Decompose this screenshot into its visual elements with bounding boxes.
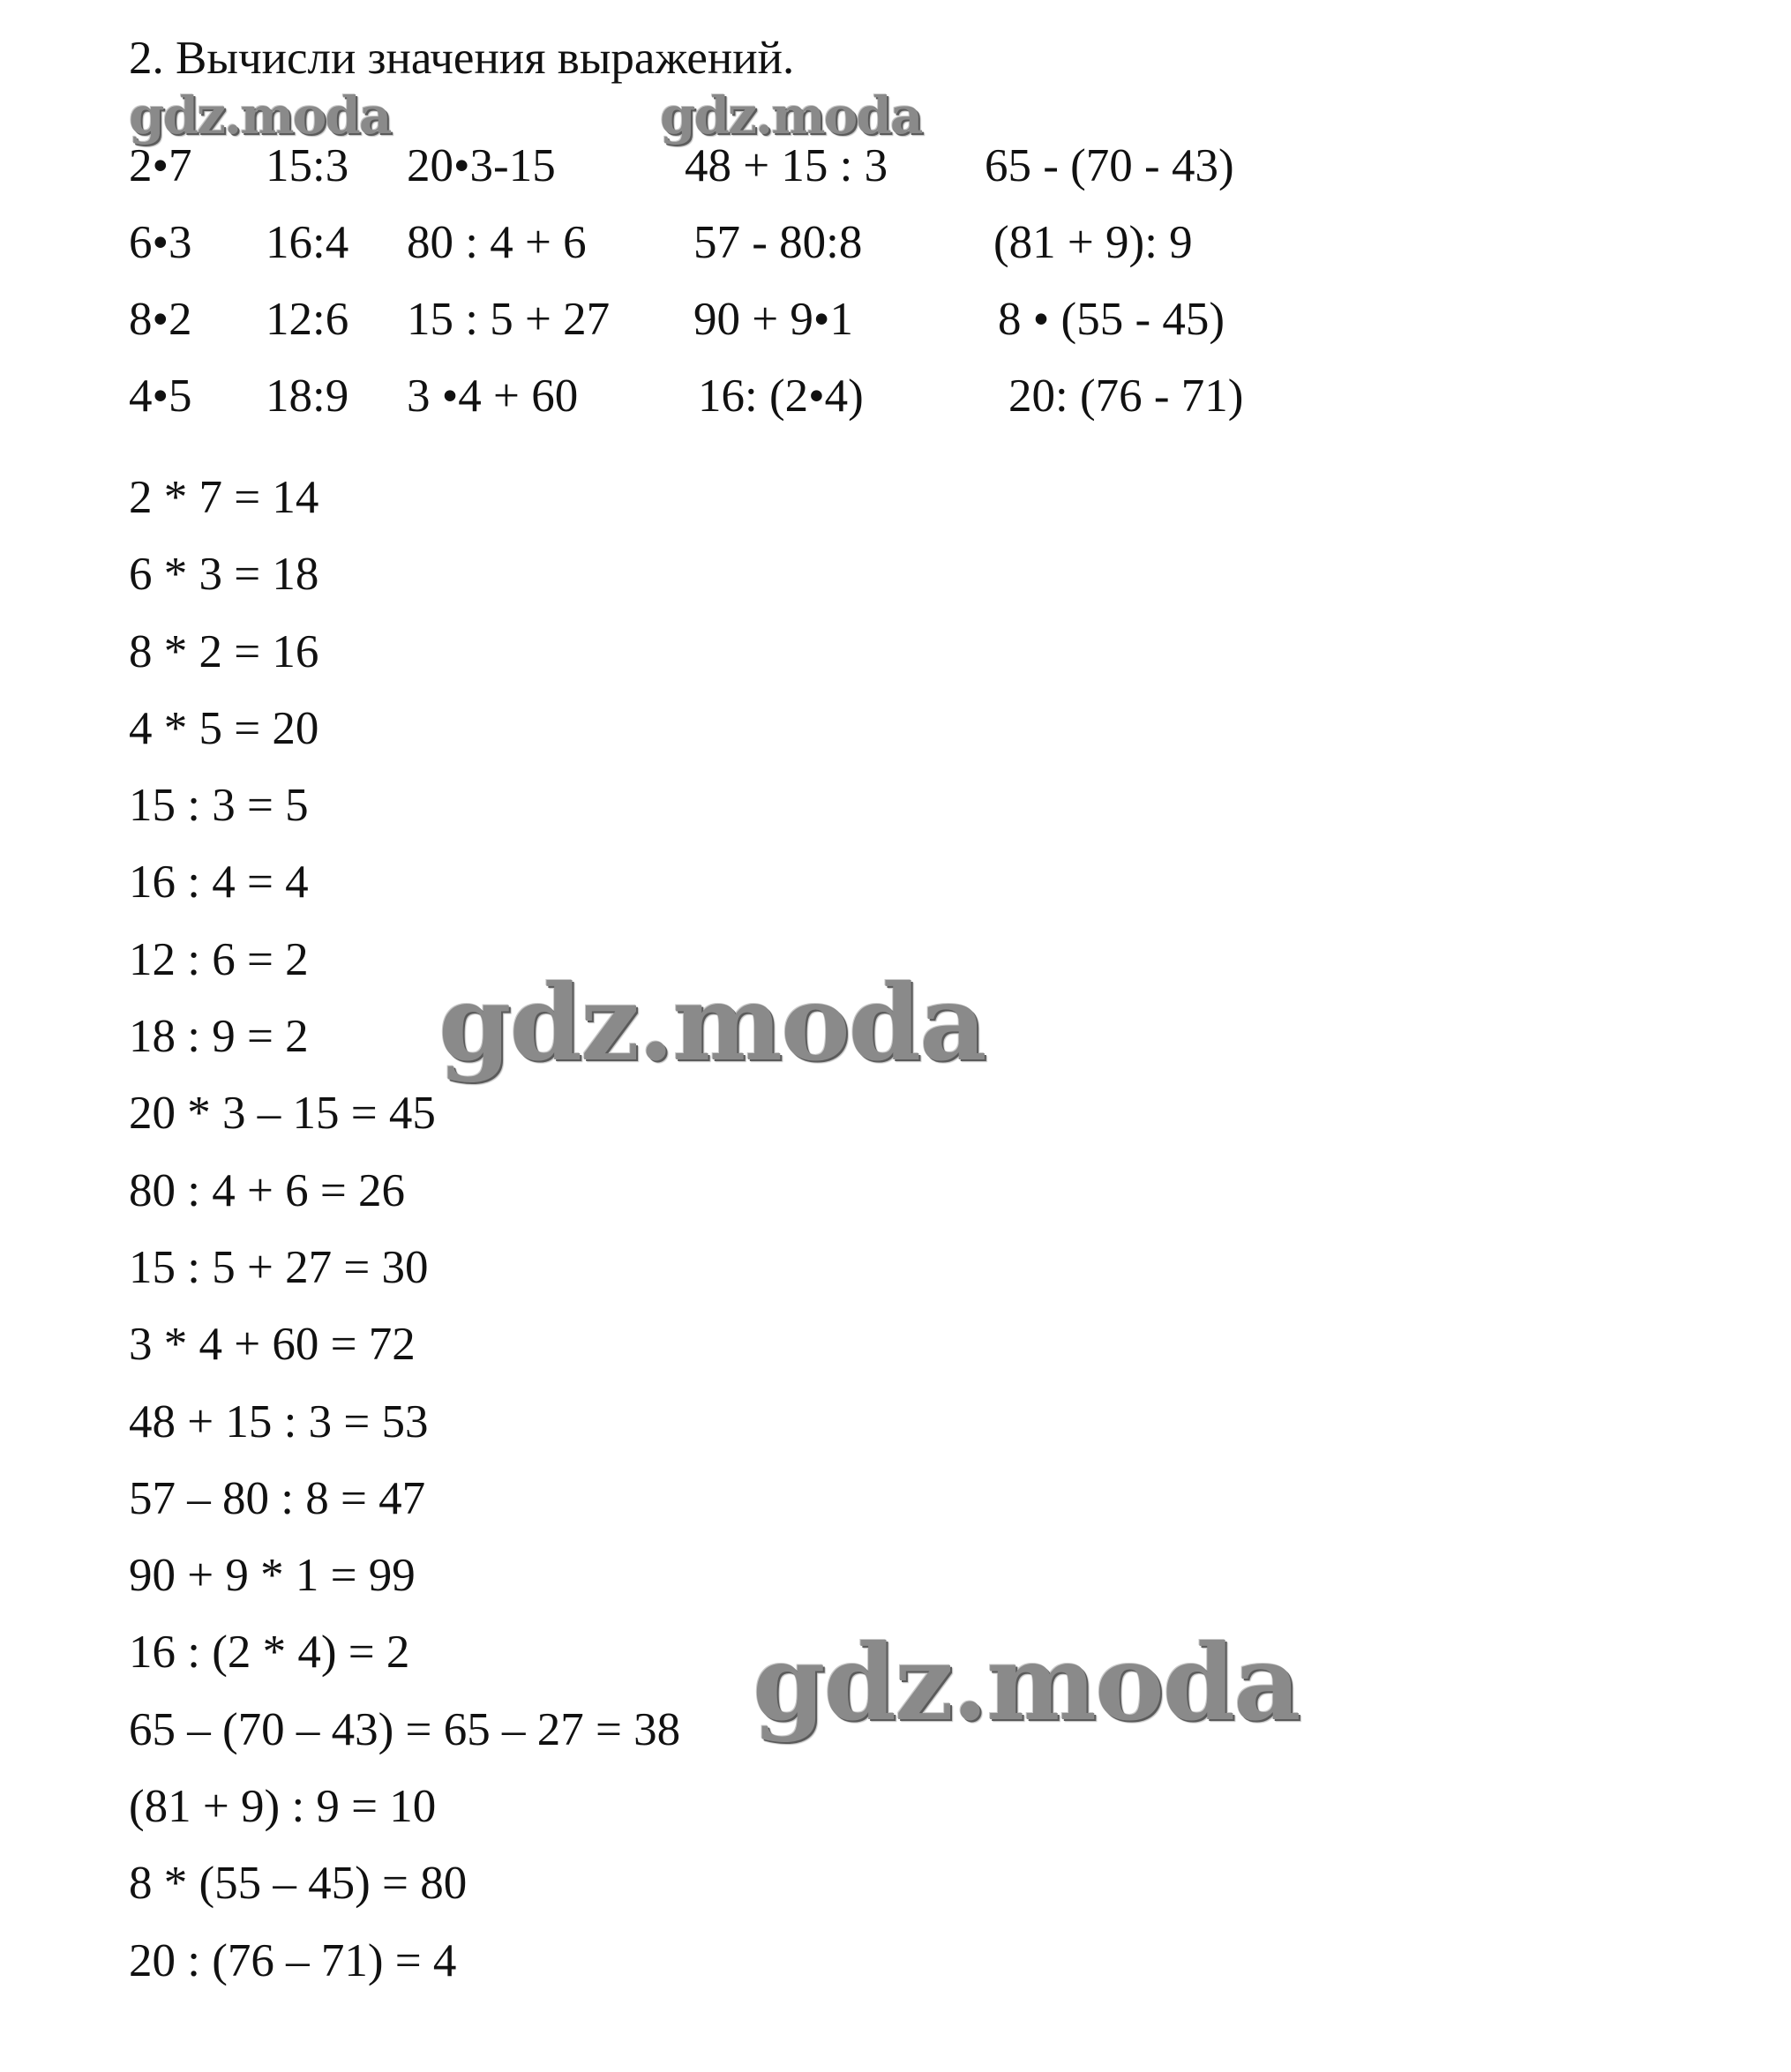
solution-line: 15 : 3 = 5: [129, 780, 309, 832]
task-title: 2. Вычисли значения выражений.: [129, 33, 795, 84]
solution-line: 2 * 7 = 14: [129, 472, 319, 523]
expression: 3 •4 + 60: [407, 370, 579, 422]
solution-line: 16 : (2 * 4) = 2: [129, 1627, 410, 1679]
solution-line: 6 * 3 = 18: [129, 549, 319, 601]
solution-line: 80 : 4 + 6 = 26: [129, 1164, 406, 1216]
expression: 12:6: [266, 294, 349, 345]
watermark-logo: gdz.moda: [438, 961, 985, 1084]
solution-line: 57 – 80 : 8 = 47: [129, 1472, 426, 1524]
expression: 48 + 15 : 3: [685, 140, 888, 191]
expression: 8•2: [129, 294, 192, 345]
expression: 16: (2•4): [698, 370, 864, 422]
solution-line: 8 * (55 – 45) = 80: [129, 1858, 468, 1910]
expression: (81 + 9): 9: [993, 217, 1193, 268]
solutions-list: [129, 471, 923, 2011]
expression: 90 + 9•1: [693, 294, 853, 345]
expression: 2•7: [129, 140, 192, 191]
expression: 80 : 4 + 6: [407, 217, 587, 268]
expression: 20•3-15: [407, 140, 556, 191]
solution-line: 18 : 9 = 2: [129, 1011, 309, 1063]
solution-line: 12 : 6 = 2: [129, 933, 309, 985]
solution-line: 90 + 9 * 1 = 99: [129, 1550, 416, 1602]
expression: 15:3: [266, 140, 349, 191]
solution-line: 20 : (76 – 71) = 4: [129, 1934, 457, 1986]
solution-line: 4 * 5 = 20: [129, 702, 319, 754]
solution-line: 65 – (70 – 43) = 65 – 27 = 38: [129, 1703, 681, 1755]
expression: 16:4: [266, 217, 349, 268]
solution-line: 3 * 4 + 60 = 72: [129, 1319, 416, 1371]
expression: 4•5: [129, 370, 192, 422]
solution-line: 8 * 2 = 16: [129, 625, 319, 677]
expression: 15 : 5 + 27: [407, 294, 611, 345]
solution-line: 15 : 5 + 27 = 30: [129, 1241, 429, 1293]
solution-line: 48 + 15 : 3 = 53: [129, 1395, 429, 1447]
watermark-logo: gdz.moda: [753, 1621, 1300, 1744]
expression: 8 • (55 - 45): [998, 294, 1225, 345]
solution-line: 20 * 3 – 15 = 45: [129, 1088, 436, 1140]
expression: 18:9: [266, 370, 349, 422]
expression: 65 - (70 - 43): [985, 140, 1234, 191]
solution-line: (81 + 9) : 9 = 10: [129, 1781, 437, 1833]
expression: 6•3: [129, 217, 192, 268]
watermark-logo: gdz.moda: [660, 86, 922, 146]
expression: 57 - 80:8: [693, 217, 863, 268]
expression: 20: (76 - 71): [1008, 370, 1244, 422]
watermark-logo: gdz.moda: [129, 86, 391, 146]
solution-line: 16 : 4 = 4: [129, 856, 309, 909]
expressions-grid: [0, 0, 1791, 459]
